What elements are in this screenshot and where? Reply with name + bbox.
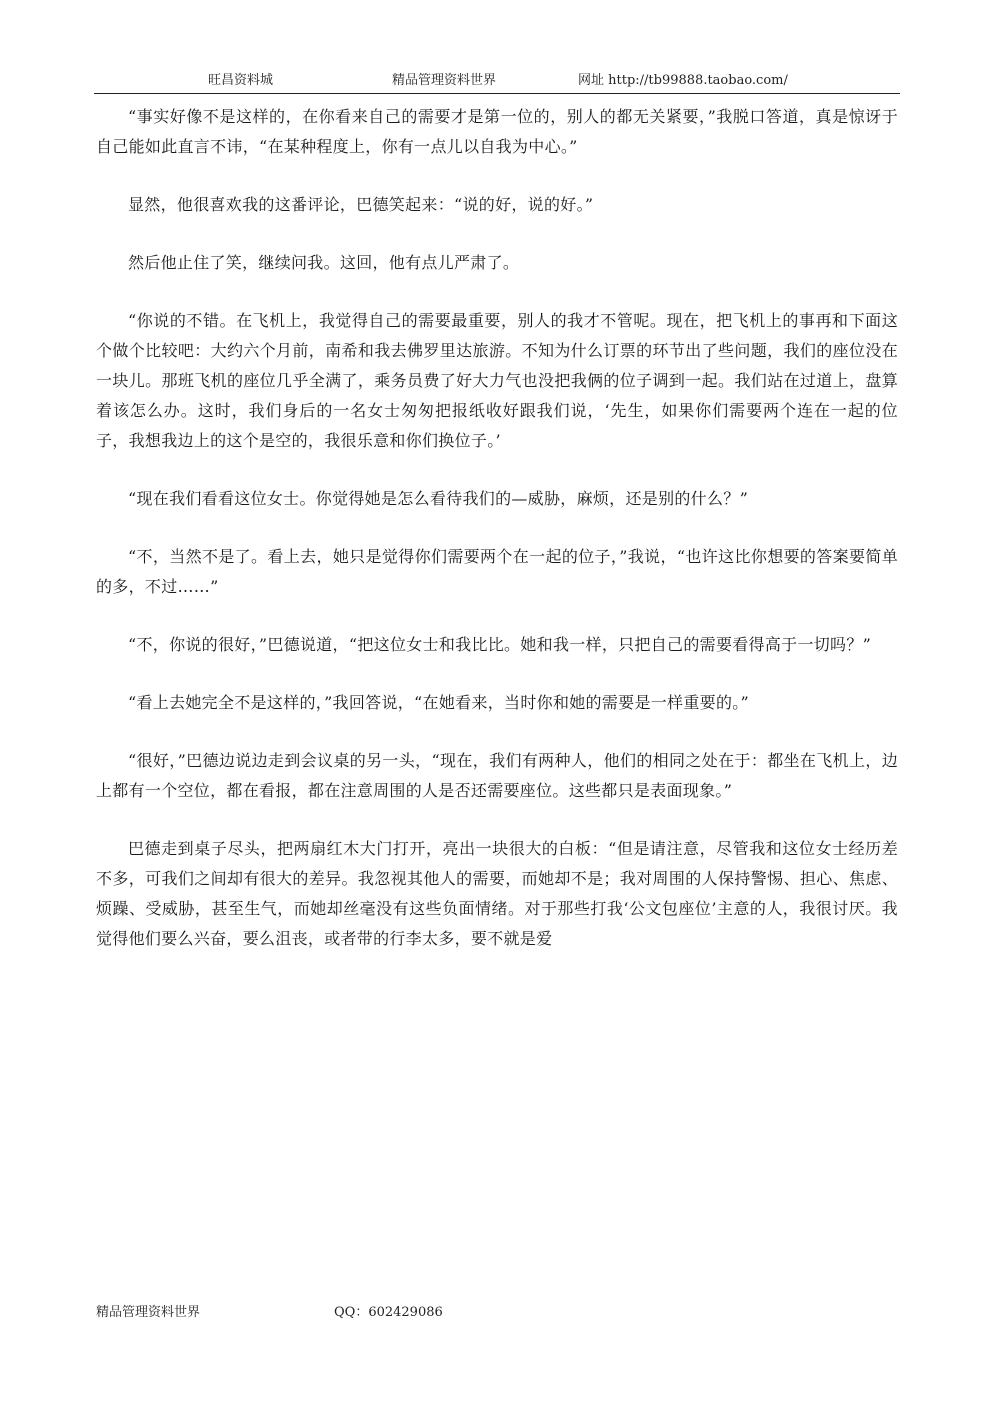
footer-slogan: 精品管理资料世界 (96, 1305, 201, 1320)
paragraph-5: “现在我们看看这位女士。你觉得她是怎么看待我们的—威胁，麻烦，还是别的什么？” (128, 489, 749, 508)
paragraph-9: “很好，”巴德边说边走到会议桌的另一头，“现在，我们有两种人，他们的相同之处在于：都坐在飞机上，边上都有一个空位，都在看报，都在注意周围的人是否还需要座位。这些都只是表面现象。” (96, 751, 898, 800)
paragraph-3: 然后他止住了笑，继续问我。这回，他有点儿严肃了。 (128, 253, 520, 272)
paragraph-10: 巴德走到桌子尽头，把两扇红木大门打开，亮出一块很大的白板：“但是请注意，尽管我和这位女士经历差不多，可我们之间却有很大的差异。我忽视其他人的需要，而她却不是；我对周围的人保持警惕、担心、焦虑、烦躁、受威胁，甚至生气，而她却丝毫没有这些负面情绪。对于那些打我‘公文包座位’主意的人，我很讨厌。我觉得他们要么兴奋，要么沮丧，或者带的行李太多，要不就是爱 (96, 839, 898, 948)
header-slogan: 精品管理资料世界 (392, 73, 497, 88)
paragraph-1: “事实好像不是这样的，在你看来自己的需要才是第一位的，别人的都无关紧要，”我脱口答道，真是惊讶于自己能如此直言不讳，“在某种程度上，你有一点儿以自我为中心。” (96, 107, 898, 156)
paragraph-4: “你说的不错。在飞机上，我觉得自己的需要最重要，别人的我才不管呢。现在，把飞机上的事再和下面这个做个比较吧：大约六个月前，南希和我去佛罗里达旅游。不知为什么订票的环节出了些问题，我们的座位没在一块儿。那班飞机的座位几乎全满了，乘务员费了好大力气也没把我俩的位子调到一起。我们站在过道上，盘算着该怎么办。这时，我们身后的一名女士匆匆把报纸收好跟我们说，‘先生，如果你们需要两个连在一起的位子，我想我边上的这个是空的，我很乐意和你们换位子。’ (96, 311, 898, 450)
document-body (96, 102, 898, 982)
header-url: 网址 http://tb99888.taobao.com/ (578, 73, 788, 88)
footer-qq: QQ：602429086 (334, 1305, 443, 1320)
header-site-name: 旺昌资料城 (208, 73, 274, 88)
page-header (94, 70, 900, 92)
page-footer (96, 1302, 896, 1324)
paragraph-8: “看上去她完全不是这样的，”我回答说，“在她看来，当时你和她的需要是一样重要的。” (128, 693, 750, 712)
paragraph-2: 显然，他很喜欢我的这番评论，巴德笑起来：“说的好，说的好。” (128, 195, 594, 214)
header-divider (94, 93, 900, 94)
paragraph-7: “不，你说的很好，”巴德说道，“把这位女士和我比比。她和我一样，只把自己的需要看得高于一切吗？” (128, 635, 872, 654)
paragraph-6: “不，当然不是了。看上去，她只是觉得你们需要两个在一起的位子，”我说，“也许这比你想要的答案要简单的多，不过……” (96, 547, 898, 596)
